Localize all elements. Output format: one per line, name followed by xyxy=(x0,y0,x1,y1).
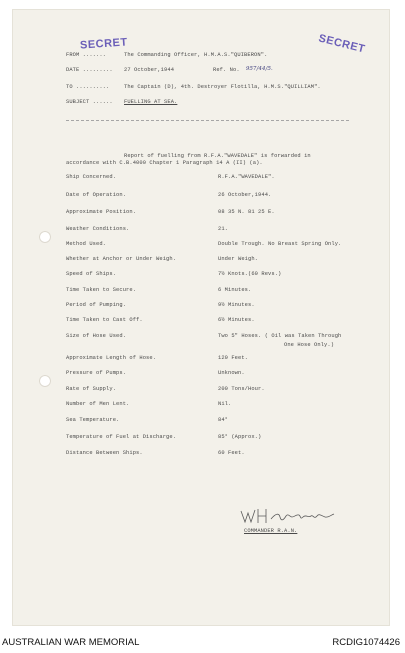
ref-label: Ref. No. xyxy=(213,67,240,73)
row-value: 84° xyxy=(218,417,229,423)
row-label: Time Taken to Secure. xyxy=(66,287,137,293)
from-label: FROM ....... xyxy=(66,52,107,58)
row-value: 9½ Minutes. xyxy=(218,302,255,308)
row-value: 6 Minutes. xyxy=(218,287,252,293)
row-value: R.F.A."WAVEDALE". xyxy=(218,174,275,180)
row-value: 6½ Minutes. xyxy=(218,317,255,323)
row-label: Method Used. xyxy=(66,241,107,247)
row-label: Speed of Ships. xyxy=(66,271,117,277)
row-label: Date of Operation. xyxy=(66,192,127,198)
separator-line xyxy=(66,120,349,121)
row-value: 21. xyxy=(218,226,229,232)
from-value: The Commanding Officer, H.M.A.S."QUIBERON". xyxy=(124,52,268,58)
row-value: 7½ Knots.(60 Revs.) xyxy=(218,271,282,277)
row-label: Sea Temperature. xyxy=(66,417,120,423)
row-value: 85° (Approx.) xyxy=(218,434,262,440)
row-value: Double Trough. No Breast Spring Only. xyxy=(218,241,342,247)
row-label: Whether at Anchor or Under Weigh. xyxy=(66,256,177,262)
row-value: 26 October,1944. xyxy=(218,192,272,198)
row-label: Distance Between Ships. xyxy=(66,450,143,456)
row-label: Rate of Supply. xyxy=(66,386,117,392)
subject-label: SUBJECT ...... xyxy=(66,99,113,105)
row-label: Approximate Position. xyxy=(66,209,137,215)
row-label: Pressure of Pumps. xyxy=(66,370,127,376)
row-value: 60 Feet. xyxy=(218,450,245,456)
row-label: Approximate Length of Hose. xyxy=(66,355,157,361)
row-label: Time Taken to Cast Off. xyxy=(66,317,143,323)
handwritten-signature xyxy=(238,505,338,527)
punch-hole xyxy=(39,231,51,243)
row-value: Unknown. xyxy=(218,370,245,376)
row-value-continuation: One Hose Only.) xyxy=(284,342,335,348)
archive-id: RCDIG1074426 xyxy=(332,637,400,648)
row-label: Temperature of Fuel at Discharge. xyxy=(66,434,177,440)
row-value: Two 5" Hoses. ( Oil was Taken Through xyxy=(218,333,342,339)
row-value: 08 35 N. 81 25 E. xyxy=(218,209,275,215)
subject-value: FUELLING AT SEA. xyxy=(124,99,178,105)
row-label: Period of Pumping. xyxy=(66,302,127,308)
intro-line-1: Report of fuelling from R.F.A."WAVEDALE" is forwarded in xyxy=(124,153,311,159)
to-value: The Captain (D), 4th. Destroyer Flotilla, H.M.S."QUILLIAM". xyxy=(124,84,321,90)
secret-stamp: SECRET xyxy=(79,36,128,52)
row-value: Under Weigh. xyxy=(218,256,259,262)
row-value: 200 Tons/Hour. xyxy=(218,386,265,392)
signatory-title: COMMANDER R.A.N. xyxy=(244,528,298,534)
secret-stamp: SECRET xyxy=(317,32,367,56)
date-label: DATE ......... xyxy=(66,67,113,73)
row-label: Ship Concerned. xyxy=(66,174,117,180)
row-value: Nil. xyxy=(218,401,232,407)
intro-line-2: accordance with C.B.4000 Chapter 1 Paragraph 14 A (II) (a). xyxy=(66,160,263,166)
row-label: Size of Hose Used. xyxy=(66,333,127,339)
ref-value: 957/44/5. xyxy=(246,66,273,72)
punch-hole xyxy=(39,375,51,387)
row-value: 120 Feet. xyxy=(218,355,249,361)
archive-credit: AUSTRALIAN WAR MEMORIAL xyxy=(2,637,140,648)
to-label: TO .......... xyxy=(66,84,110,90)
date-value: 27 October,1944 xyxy=(124,67,175,73)
row-label: Weather Conditions. xyxy=(66,226,130,232)
row-label: Number of Men Lent. xyxy=(66,401,130,407)
